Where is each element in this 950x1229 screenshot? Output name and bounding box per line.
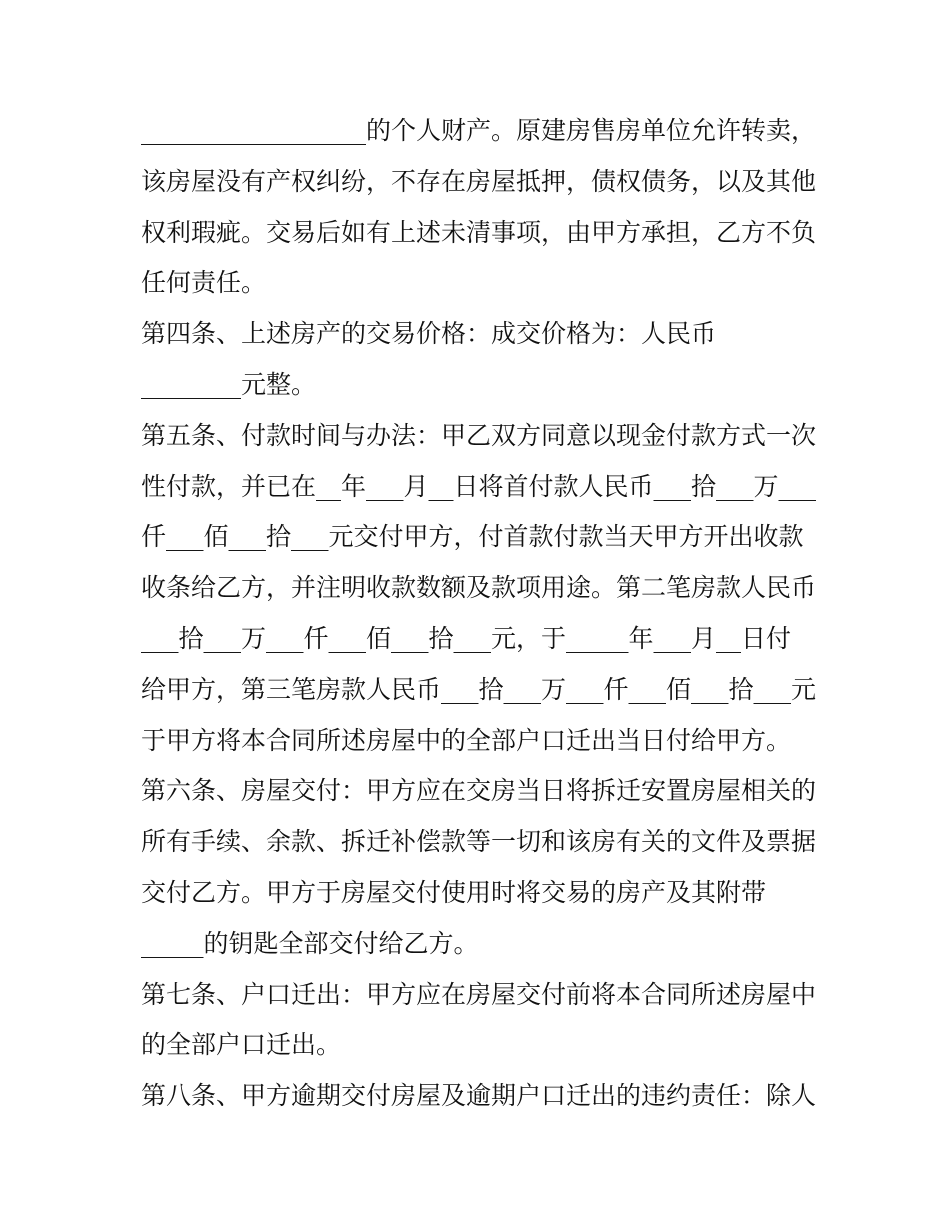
- clause-6-line: 第六条、房屋交付：甲方应在交房当日将拆迁安置房屋相关的: [141, 776, 817, 806]
- text-line: 仟___佰___拾___元交付甲方，付首款付款当天甲方开出收款: [141, 522, 804, 552]
- text-line: 交付乙方。甲方于房屋交付使用时将交易的房产及其附带: [141, 877, 767, 907]
- text-line: ___拾___万___仟___佰___拾___元，于_____年___月__日付: [141, 623, 792, 653]
- clause-5-line: 第五条、付款时间与办法：甲乙双方同意以现金付款方式一次: [141, 420, 817, 450]
- text-line: 性付款，并已在__年___月__日将首付款人民币___拾___万___: [141, 471, 817, 501]
- text-line: 给甲方，第三笔房款人民币___拾___万___仟___佰___拾___元: [141, 674, 817, 704]
- text-line: 该房屋没有产权纠纷，不存在房屋抵押，债权债务，以及其他: [141, 166, 817, 196]
- text-line: ________元整。: [141, 369, 317, 399]
- text-line: 的全部户口迁出。: [141, 1030, 342, 1060]
- text-line: __________________的个人财产。原建房售房单位允许转卖，: [141, 116, 817, 145]
- text-line: 所有手续、余款、拆迁补偿款等一切和该房有关的文件及票据: [141, 827, 817, 857]
- text-line: 权利瑕疵。交易后如有上述未清事项，由甲方承担，乙方不负: [141, 217, 817, 247]
- clause-4-line: 第四条、上述房产的交易价格：成交价格为：人民币: [141, 319, 717, 349]
- text-line: 任何责任。: [141, 268, 267, 298]
- text-line: 收条给乙方，并注明收款数额及款项用途。第二笔房款人民币: [141, 573, 817, 603]
- clause-7-line: 第七条、户口迁出：甲方应在房屋交付前将本合同所述房屋中: [141, 979, 817, 1009]
- text-line: 于甲方将本合同所述房屋中的全部户口迁出当日付给甲方。: [141, 725, 792, 755]
- clause-8-line: 第八条、甲方逾期交付房屋及逾期户口迁出的违约责任：除人: [141, 1081, 817, 1111]
- contract-text-body: [141, 106, 821, 1122]
- text-line: _____的钥匙全部交付给乙方。: [141, 928, 479, 958]
